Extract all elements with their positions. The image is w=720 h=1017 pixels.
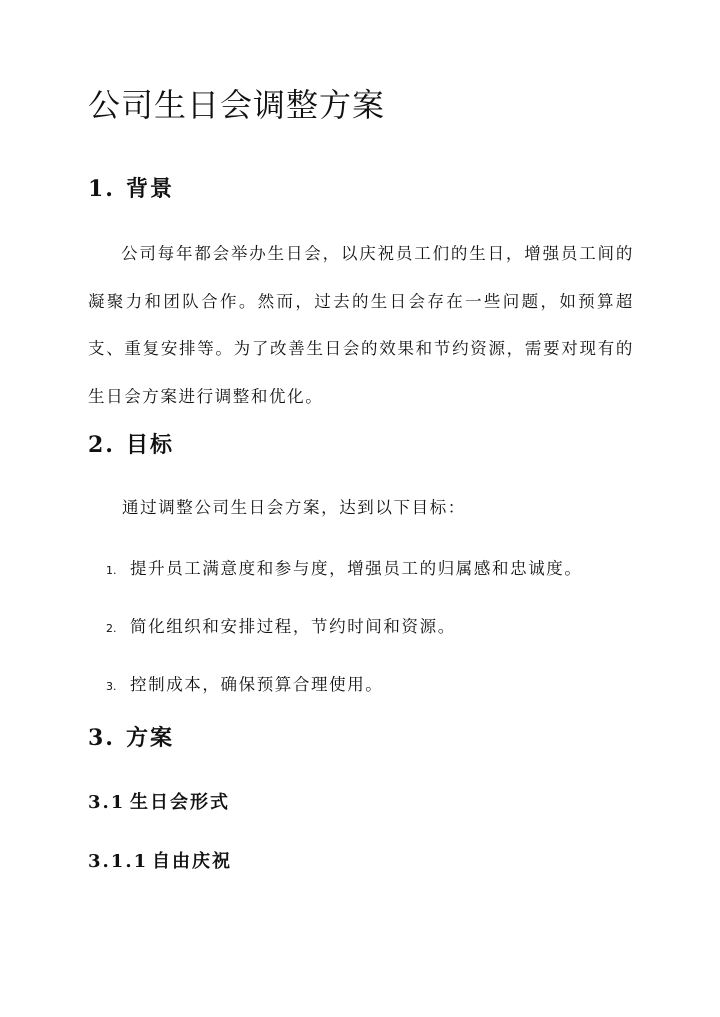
document-title: 公司生日会调整方案 [88, 86, 386, 124]
section-title: 背景 [126, 176, 175, 202]
goals-list [106, 555, 583, 729]
list-item [106, 613, 583, 671]
section-heading-background [88, 176, 174, 202]
section-title: 方案 [126, 725, 175, 751]
list-item-number: 3. [106, 680, 117, 693]
section-number: 2. [88, 432, 115, 458]
list-item [106, 555, 583, 613]
section-number: 1. [88, 176, 115, 202]
subsection-title: 生日会形式 [130, 792, 230, 813]
section-title: 目标 [126, 432, 175, 458]
section-heading-goals [88, 432, 174, 458]
list-item-text: 简化组织和安排过程，节约时间和资源。 [130, 617, 456, 636]
subsection-number: 3.1 [88, 792, 126, 813]
background-paragraph: 公司每年都会举办生日会，以庆祝员工们的生日，增强员工间的凝聚力和团队合作。然而，过去的生日会存在一些问题，如预算超支、重复安排等。为了改善生日会的效果和节约资源，需要对现有的生日会方案进行调整和优化。 [88, 244, 634, 406]
subsection-heading-free-celebration [88, 851, 232, 873]
subsection-number: 3.1.1 [88, 851, 149, 872]
list-item-text: 提升员工满意度和参与度，增强员工的归属感和忠诚度。 [130, 559, 583, 578]
list-item-text: 控制成本，确保预算合理使用。 [130, 675, 384, 694]
subsection-heading-format [88, 792, 230, 814]
list-item-number: 1. [106, 564, 117, 577]
subsection-title: 自由庆祝 [152, 851, 232, 872]
list-item-number: 2. [106, 622, 117, 635]
section-number: 3. [88, 725, 115, 751]
section-heading-plan [88, 725, 174, 751]
list-item [106, 671, 583, 729]
goals-intro: 通过调整公司生日会方案，达到以下目标： [122, 498, 466, 517]
